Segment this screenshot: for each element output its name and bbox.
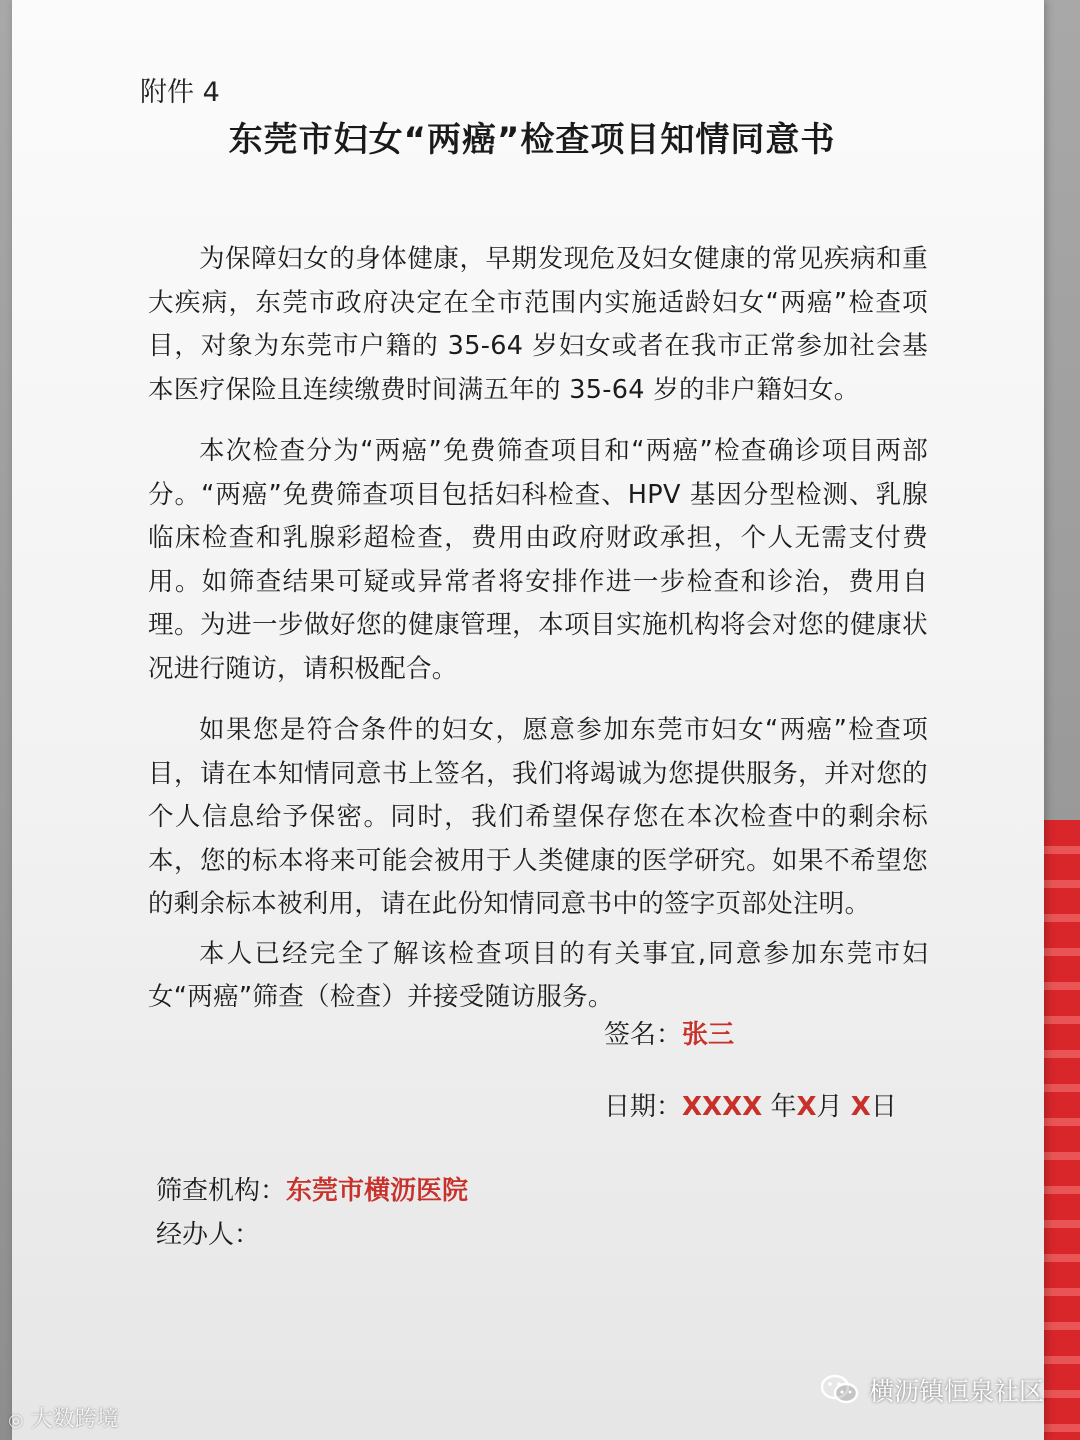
watermark-left — [8, 1402, 119, 1433]
date-year-unit: 年 — [762, 1092, 797, 1122]
date-month: X — [796, 1092, 817, 1122]
signature-value: 张三 — [682, 1020, 735, 1050]
watermark-left-text: 大数跨境 — [30, 1407, 119, 1432]
date-line — [604, 1086, 897, 1123]
handler-label: 经办人： — [156, 1220, 261, 1250]
wechat-icon — [821, 1374, 859, 1406]
org-value: 东莞市横沥医院 — [286, 1176, 469, 1206]
date-label: 日期： — [604, 1092, 683, 1122]
document-body — [148, 238, 928, 1038]
screening-org-line — [156, 1170, 468, 1207]
consent-form-paper — [12, 0, 1044, 1440]
org-label: 筛查机构： — [156, 1176, 287, 1206]
paragraph-declaration: 本人已经完全了解该检查项目的有关事宜,同意参加东莞市妇女“两癌”筛查（检查）并接受随访服务。 — [148, 938, 928, 1012]
date-year: XXXX — [682, 1092, 763, 1122]
paragraph-scope: 本次检查分为“两癌”免费筛查项目和“两癌”检查确诊项目两部分。“两癌”免费筛查项目包括妇科检查、HPV 基因分型检测、乳腺临床检查和乳腺彩超检查，费用由政府财政承担，个人无需支付费用。如筛查结果可疑或异常者将安排作进一步检查和诊治，费用自理。为进一步做好您的健康管理，本项目实施机构将会对您的健康状况进行随访，请积极配合。 — [148, 436, 928, 684]
paragraph-purpose: 为保障妇女的身体健康，早期发现危及妇女健康的常见疾病和重大疾病，东莞市政府决定在全市范围内实施适龄妇女“两癌”检查项目，对象为东莞市户籍的 35-64 岁妇女或者在我市正常参加社会基本医疗保险且连续缴费时间满五年的 35-64 岁的非户籍妇女。 — [148, 244, 928, 405]
watermark-right — [821, 1372, 1044, 1408]
signature-label: 签名： — [604, 1020, 683, 1050]
watermark-right-text: 横沥镇恒泉社区 — [868, 1377, 1044, 1406]
date-day: X — [850, 1092, 871, 1122]
date-month-unit: 月 — [816, 1092, 851, 1122]
document-title: 东莞市妇女“两癌”检查项目知情同意书 — [228, 120, 836, 160]
date-day-unit: 日 — [870, 1092, 897, 1122]
handler-line — [156, 1214, 260, 1251]
paragraph-consent-request: 如果您是符合条件的妇女，愿意参加东莞市妇女“两癌”检查项目，请在本知情同意书上签名，我们将竭诚为您提供服务，并对您的个人信息给予保密。同时，我们希望保存您在本次检查中的剩余标本，您的标本将来可能会被用于人类健康的医学研究。如果不希望您的剩余标本被利用，请在此份知情同意书中的签字页部处注明。 — [148, 715, 928, 919]
attachment-label: 附件 4 — [140, 77, 220, 108]
signature-line — [604, 1014, 734, 1051]
watermark-logo-icon: ◎ — [8, 1410, 24, 1431]
